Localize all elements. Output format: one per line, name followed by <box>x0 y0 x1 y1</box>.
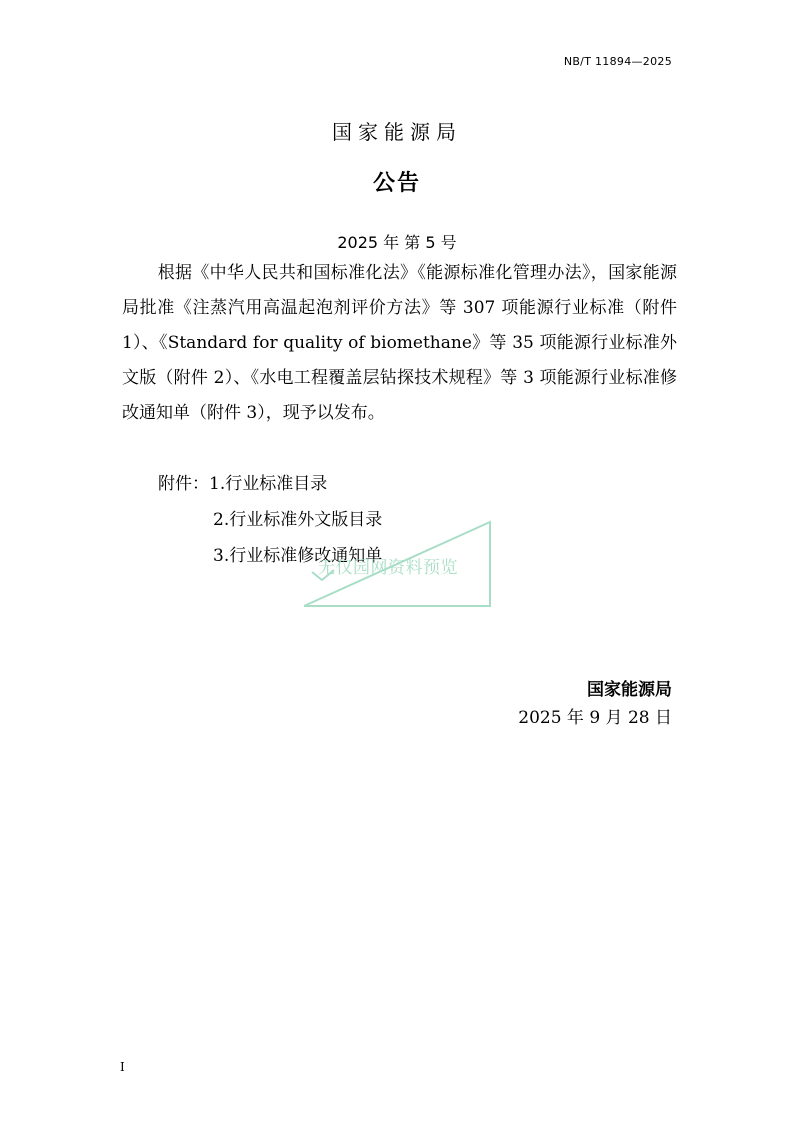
standard-number: NB/T 11894—2025 <box>563 55 672 68</box>
attachment-item-3-text: 3.行业标准修改通知单 <box>213 546 383 566</box>
notice-body: 根据《中华人民共和国标准化法》《能源标准化管理办法》，国家能源局批准《注蒸汽用高温起泡剂评价方法》等 307 项能源行业标准（附件 1）、《Standard for quality of biomethane》等 35 项能源行业标准外文版（附件 2）、《水电工程覆盖层钻探技术规程》等 3 项能源行业标准修改通知单（附件 3），现予以发布。 <box>122 263 677 423</box>
attachment-item-1-text: 1.行业标准目录 <box>209 474 328 494</box>
notice-title: 公告 <box>372 171 421 196</box>
signature-date: 2025 年 9 月 28 日 <box>518 708 672 728</box>
page-number: I <box>120 1060 125 1074</box>
attachment-item-2-text: 2.行业标准外文版目录 <box>213 510 383 530</box>
notice-number: 2025 年 第 5 号 <box>337 233 457 252</box>
signature-issuer: 国家能源局 <box>587 680 672 700</box>
signature-block <box>518 676 672 732</box>
agency-title: 国家能源局 <box>332 120 462 144</box>
attachment-item-1 <box>158 466 382 502</box>
attachments-label: 附件： <box>158 474 209 494</box>
watermark-text: 无仅园网资料预览 <box>318 558 458 578</box>
